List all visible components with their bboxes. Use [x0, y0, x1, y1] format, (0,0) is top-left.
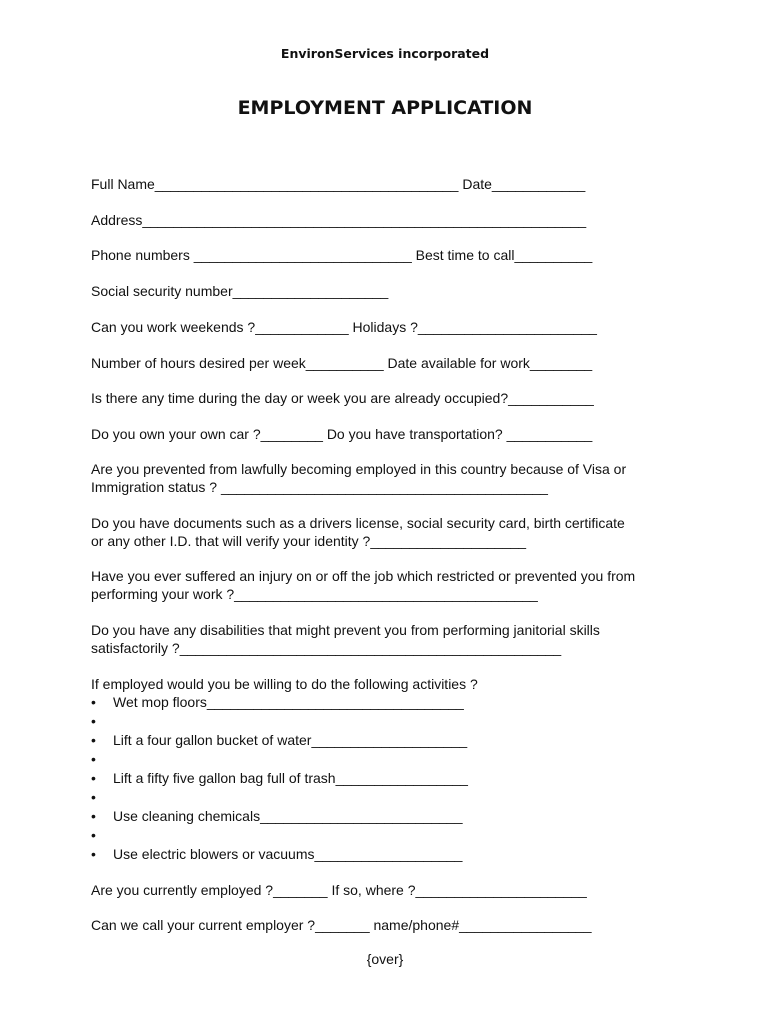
bullet: •	[91, 732, 96, 748]
injury-question-line-2: performing your work ?_______________________________________	[91, 586, 538, 602]
visa-question-line-1: Are you prevented from lawfully becoming employed in this country because of Visa or	[91, 461, 627, 477]
bullet: •	[91, 827, 96, 843]
phone-line: Phone numbers ____________________________ Best time to call__________	[91, 247, 593, 263]
disability-question-line-1: Do you have any disabilities that might prevent you from performing janitorial skills	[91, 622, 600, 638]
form-title: EMPLOYMENT APPLICATION	[237, 97, 533, 119]
full-name-line: Full Name_______________________________________ Date____________	[91, 176, 586, 192]
injury-question-line-1: Have you ever suffered an injury on or off the job which restricted or prevented you from	[91, 568, 636, 584]
bullet: •	[91, 694, 96, 710]
ssn-line: Social security number____________________	[91, 283, 389, 299]
weekends-line: Can you work weekends ?____________ Holidays ?_______________________	[91, 319, 597, 335]
address-line: Address_________________________________________________________	[91, 212, 587, 228]
hours-line: Number of hours desired per week__________ Date available for work________	[91, 355, 593, 371]
bullet: •	[91, 751, 96, 767]
occupied-line: Is there any time during the day or week you are already occupied?___________	[91, 390, 594, 406]
car-line: Do you own your own car ?________ Do you have transportation? ___________	[91, 426, 593, 442]
documents-question-line-2: or any other I.D. that will verify your identity ?____________________	[91, 533, 527, 549]
activity-text: Wet mop floors_________________________________	[113, 694, 464, 710]
visa-question-line-2: Immigration status ? __________________________________________	[91, 479, 548, 495]
disability-question-line-2: satisfactorily ?_________________________________________________	[91, 640, 562, 656]
documents-question-line-1: Do you have documents such as a drivers license, social security card, birth certificate	[91, 515, 625, 531]
activity-item	[91, 807, 463, 825]
currently-employed-line: Are you currently employed ?_______ If so, where ?______________________	[91, 882, 587, 898]
bullet: •	[91, 846, 96, 862]
bullet: •	[91, 789, 96, 805]
call-employer-line: Can we call your current employer ?_______ name/phone#_________________	[91, 917, 592, 933]
activity-item	[91, 731, 467, 749]
bullet: •	[91, 770, 96, 786]
activities-intro: If employed would you be willing to do the following activities ?	[91, 676, 478, 692]
activity-text: Lift a four gallon bucket of water____________________	[113, 732, 468, 748]
activity-item	[91, 769, 468, 787]
company-name: EnvironServices incorporated	[280, 46, 490, 61]
over-footer: {over}	[366, 951, 404, 967]
bullet: •	[91, 713, 96, 729]
activity-text: Lift a fifty five gallon bag full of trash_________________	[113, 770, 468, 786]
activity-text: Use electric blowers or vacuums___________________	[113, 846, 463, 862]
activity-item	[91, 750, 113, 768]
activity-item	[91, 712, 113, 730]
activity-item	[91, 693, 464, 711]
activity-text: Use cleaning chemicals__________________________	[113, 808, 463, 824]
activity-item	[91, 788, 113, 806]
activity-item	[91, 845, 462, 863]
bullet: •	[91, 808, 96, 824]
activity-item	[91, 826, 113, 844]
